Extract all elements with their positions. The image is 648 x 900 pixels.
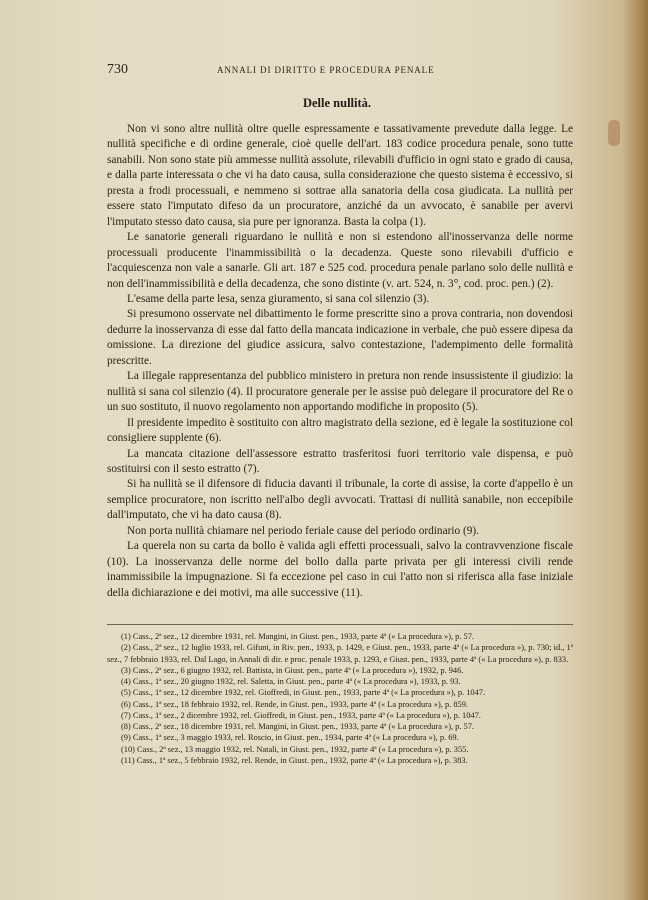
paragraph: La querela non su carta da bollo è valida agli effetti processuali, salvo la contravvenzione fiscale (10). La inosservanza delle norme del bollo dalla parte privata per gli interessi civili rende inammissibile la impugnazione. Si fa eccezione pel caso in cui l'atto non si riferisca alla fase iniziale della dichiarazione e dei motivi, ma alle successive (11). [107,540,573,599]
paragraph: La mancata citazione dell'assessore estratto trasferitosi fuori territorio vale dispensa, e può sostituirsi con il sesto estratto (7). [107,447,573,475]
paragraph: Non porta nullità chiamare nel periodo feriale cause del periodo ordinario (9). [127,524,479,537]
footnote: (3) Cass., 2ª sez., 6 giugno 1932, rel. Battista, in Giust. pen., parte 4ª (« La procedura »), 1932, p. 946. [121,665,464,675]
footnote-divider [107,624,573,625]
paragraph: Si ha nullità se il difensore di fiducia davanti il tribunale, la corte di assise, la corte d'appello è un semplice procuratore, non iscritto nell'albo degli avvocati. Trattasi di nullità sanabile, non eccepibile dall'imputato, che vi ha dato causa (8). [107,478,573,522]
footnote: (8) Cass., 2ª sez., 18 dicembre 1931, rel. Mangini, in Giust. pen., 1933, parte 4ª (« La procedura »), p. 57. [121,722,475,731]
footnote: (1) Cass., 2ª sez., 12 dicembre 1931, rel. Mangini, in Giust. pen., 1933, parte 4ª (« La procedura »), p. 57. [121,632,475,641]
running-head: ANNALI DI DIRITTO E PROCEDURA PENALE [217,65,435,75]
footnote: (4) Cass., 1ª sez., 20 giugno 1932, rel. Saletta, in Giust. pen., parte 4ª (« La procedura »), 1933, p. 93. [121,677,461,686]
footnote: (9) Cass., 1ª sez., 3 maggio 1933, rel. Roscio, in Giust. pen., 1934, parte 4ª (« La procedura »), p. 69. [121,733,459,743]
page-number: 730 [107,62,128,77]
footnote: (10) Cass., 2ª sez., 13 maggio 1932, rel. Natali, in Giust. pen., 1932, parte 4ª (« La procedura »), p. 355. [121,744,469,754]
footnote: (6) Cass., 1ª sez., 18 febbraio 1932, rel. Rende, in Giust. pen., 1933, parte 4ª (« La procedura »), p. 859. [121,699,468,709]
page-header [107,62,567,80]
body-text [107,122,573,601]
footnote: (7) Cass., 1ª sez., 2 dicembre 1932, rel. Gioffredi, in Giust. pen., 1933, parte 4ª (« La procedura »), p. 1047. [121,710,481,720]
paragraph: Le sanatorie generali riguardano le nullità e non si estendono all'inosservanza delle norme processuali producente l'inammissibilità o la decadenza. Queste sono rilevabili d'ufficio e l'acquiescenza non vale a sanarle. Gli art. 187 e 525 cod. procedura penale parlano solo delle nullità e non dell'inammissibilità e della decadenza, che sono distinte (v. art. 524, n. 3°, cod. proc. pen.) (2). [107,231,573,290]
paragraph: La illegale rappresentanza del pubblico ministero in pretura non rende insussistente il giudizio: la nullità si sana col silenzio (4). Il procuratore generale per le assise può delegare il procuratore del Re o un suo sostituto, il nuovo regolamento non apportando modifiche in proposito (5). [107,370,573,414]
page-edge-shadow [622,0,648,900]
paragraph: Non vi sono altre nullità oltre quelle espressamente e tassativamente prevedute dalla legge. Le nullità specifiche e di ordine generale, cioè quelle dell'art. 183 codice procedura penale, sono tutte sanabili. Non sono state più ammesse nullità assolute, rilevabili d'ufficio in ogni stato e grado di causa, e dalla parte interessata o che vi ha dato causa, sulla considerazione che questo sistema è eccessivo, si presta a frodi processuali, e nemmeno si sottrae alla sanatoria della cosa giudicata. La nullità per essere stato l'imputato difeso da un procuratore, anziché da un avvocato, è sanabile per avervi l'imputato stesso dato causa, sia pure per ignoranza. Basta la colpa (1). [107,123,573,228]
footnote: (11) Cass., 1ª sez., 5 febbraio 1932, rel. Rende, in Giust. pen., 1932, parte 4ª (« La procedura »), p. 383. [121,755,468,765]
footnote: (2) Cass., 2ª sez., 12 luglio 1933, rel. Gifuni, in Riv. pen., 1933, p. 1429, e Giust. pen., 1933, parte 4ª (« La procedura »), p. 730; id., 1ª sez., 7 febbraio 1933, rel. Dal Lago, in Annali di dir. e proc. penale 1933, p. 1293, e Giust. pen., 1933, parte 4ª (« La procedura »), p. 833. [107,643,573,664]
paragraph: Il presidente impedito è sostituito con altro magistrato della sezione, ed è legale la sostituzione col consigliere supplente (6). [107,416,573,445]
section-title: Delle nullità. [302,96,372,110]
paper-stain [608,120,620,146]
footnote: (5) Cass., 1ª sez., 12 dicembre 1932, rel. Gioffredi, in Giust. pen., 1933, parte 4ª (« La procedura »), p. 1047. [121,688,486,698]
paragraph: L'esame della parte lesa, senza giuramento, si sana col silenzio (3). [127,292,430,305]
footnotes [107,631,573,766]
paragraph: Si presumono osservate nel dibattimento le forme prescritte sino a prova contraria, non dovendosi dedurre la inosservanza di esse dal fatto della mancata indicazione in verbale, che può essere dipesa da omissione. La direzione del giudice assicura, salvo contestazione, l'adempimento delle formalità prescritte. [107,308,573,367]
